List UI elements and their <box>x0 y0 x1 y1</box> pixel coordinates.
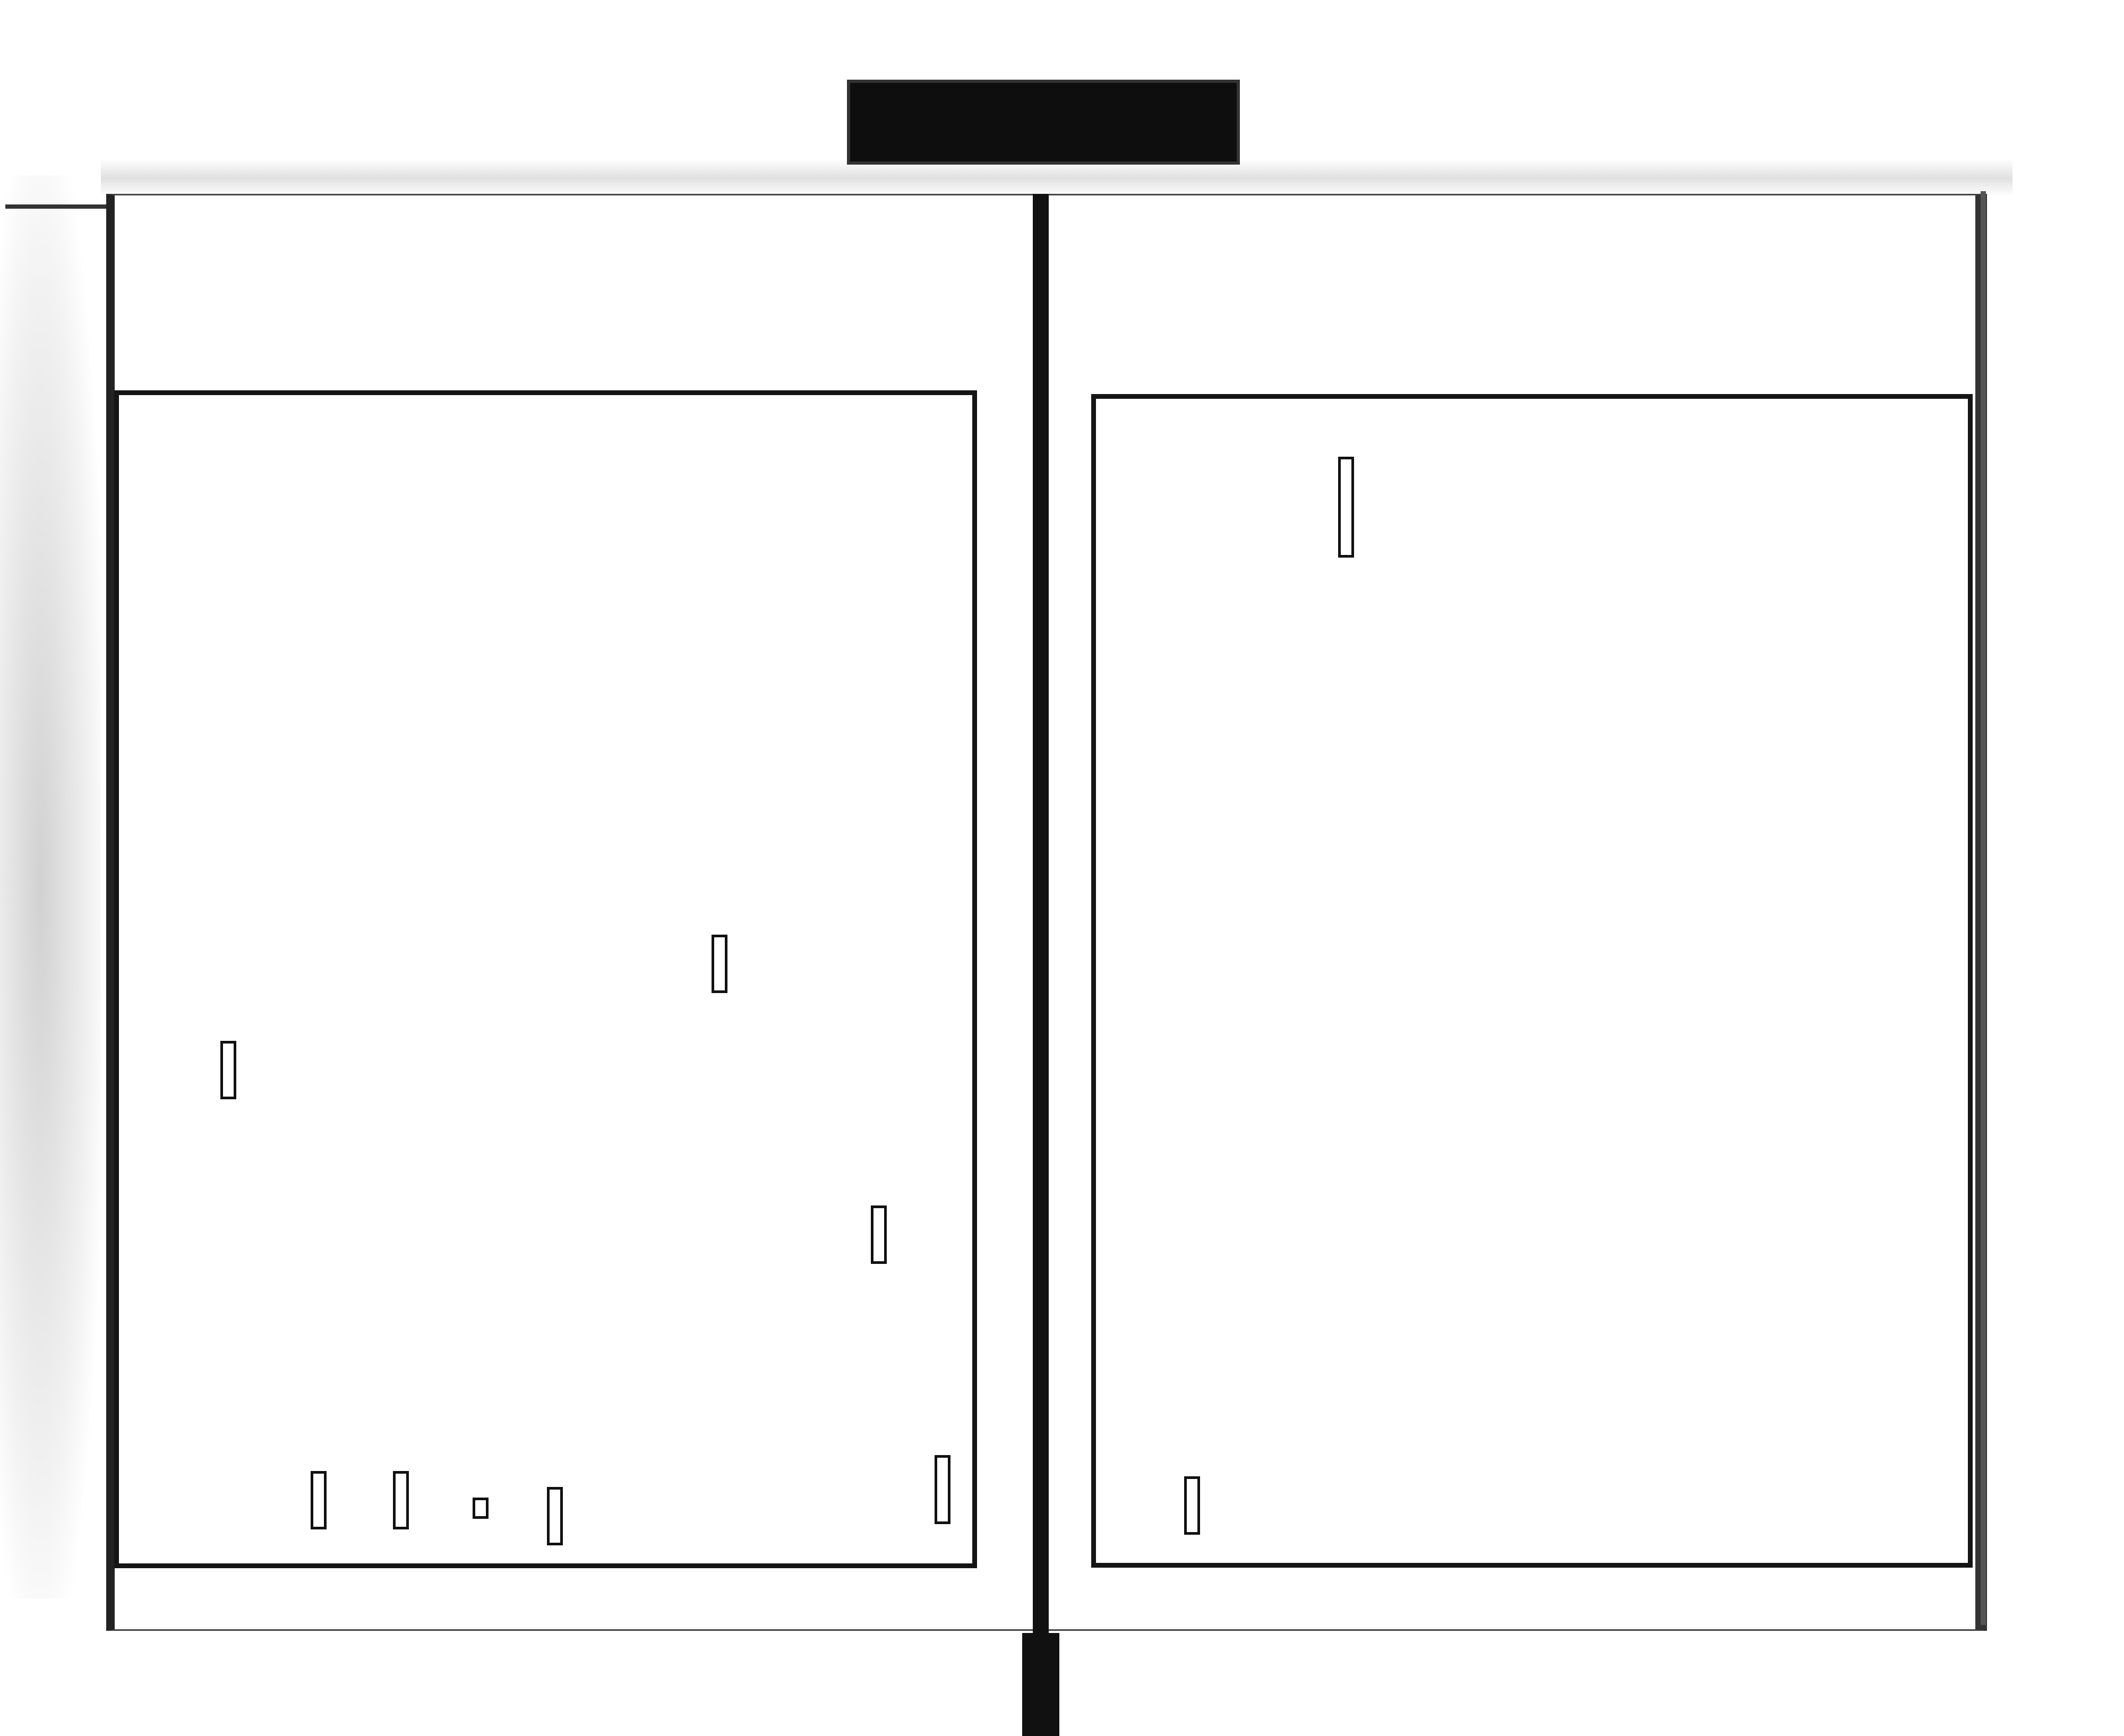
marker-box <box>935 1455 950 1524</box>
frame-counter-label <box>847 80 1240 165</box>
marker-box <box>220 1041 236 1099</box>
right-text-frame <box>1091 394 1973 1568</box>
marker-box <box>393 1471 409 1529</box>
marker-box <box>871 1205 887 1264</box>
marker-box <box>1338 457 1354 558</box>
marker-box <box>473 1498 489 1519</box>
marker-box <box>1184 1476 1200 1535</box>
book-spine-foot <box>1022 1633 1059 1736</box>
page-edge-right <box>1981 191 1986 1625</box>
scan-shadow <box>0 175 101 1598</box>
left-text-frame <box>114 390 977 1568</box>
book-spine <box>1033 194 1049 1681</box>
page-edge-left <box>5 204 112 209</box>
marker-box <box>311 1471 327 1529</box>
marker-box <box>547 1487 563 1545</box>
marker-box <box>712 935 727 993</box>
scan-shadow-top <box>101 159 2012 196</box>
